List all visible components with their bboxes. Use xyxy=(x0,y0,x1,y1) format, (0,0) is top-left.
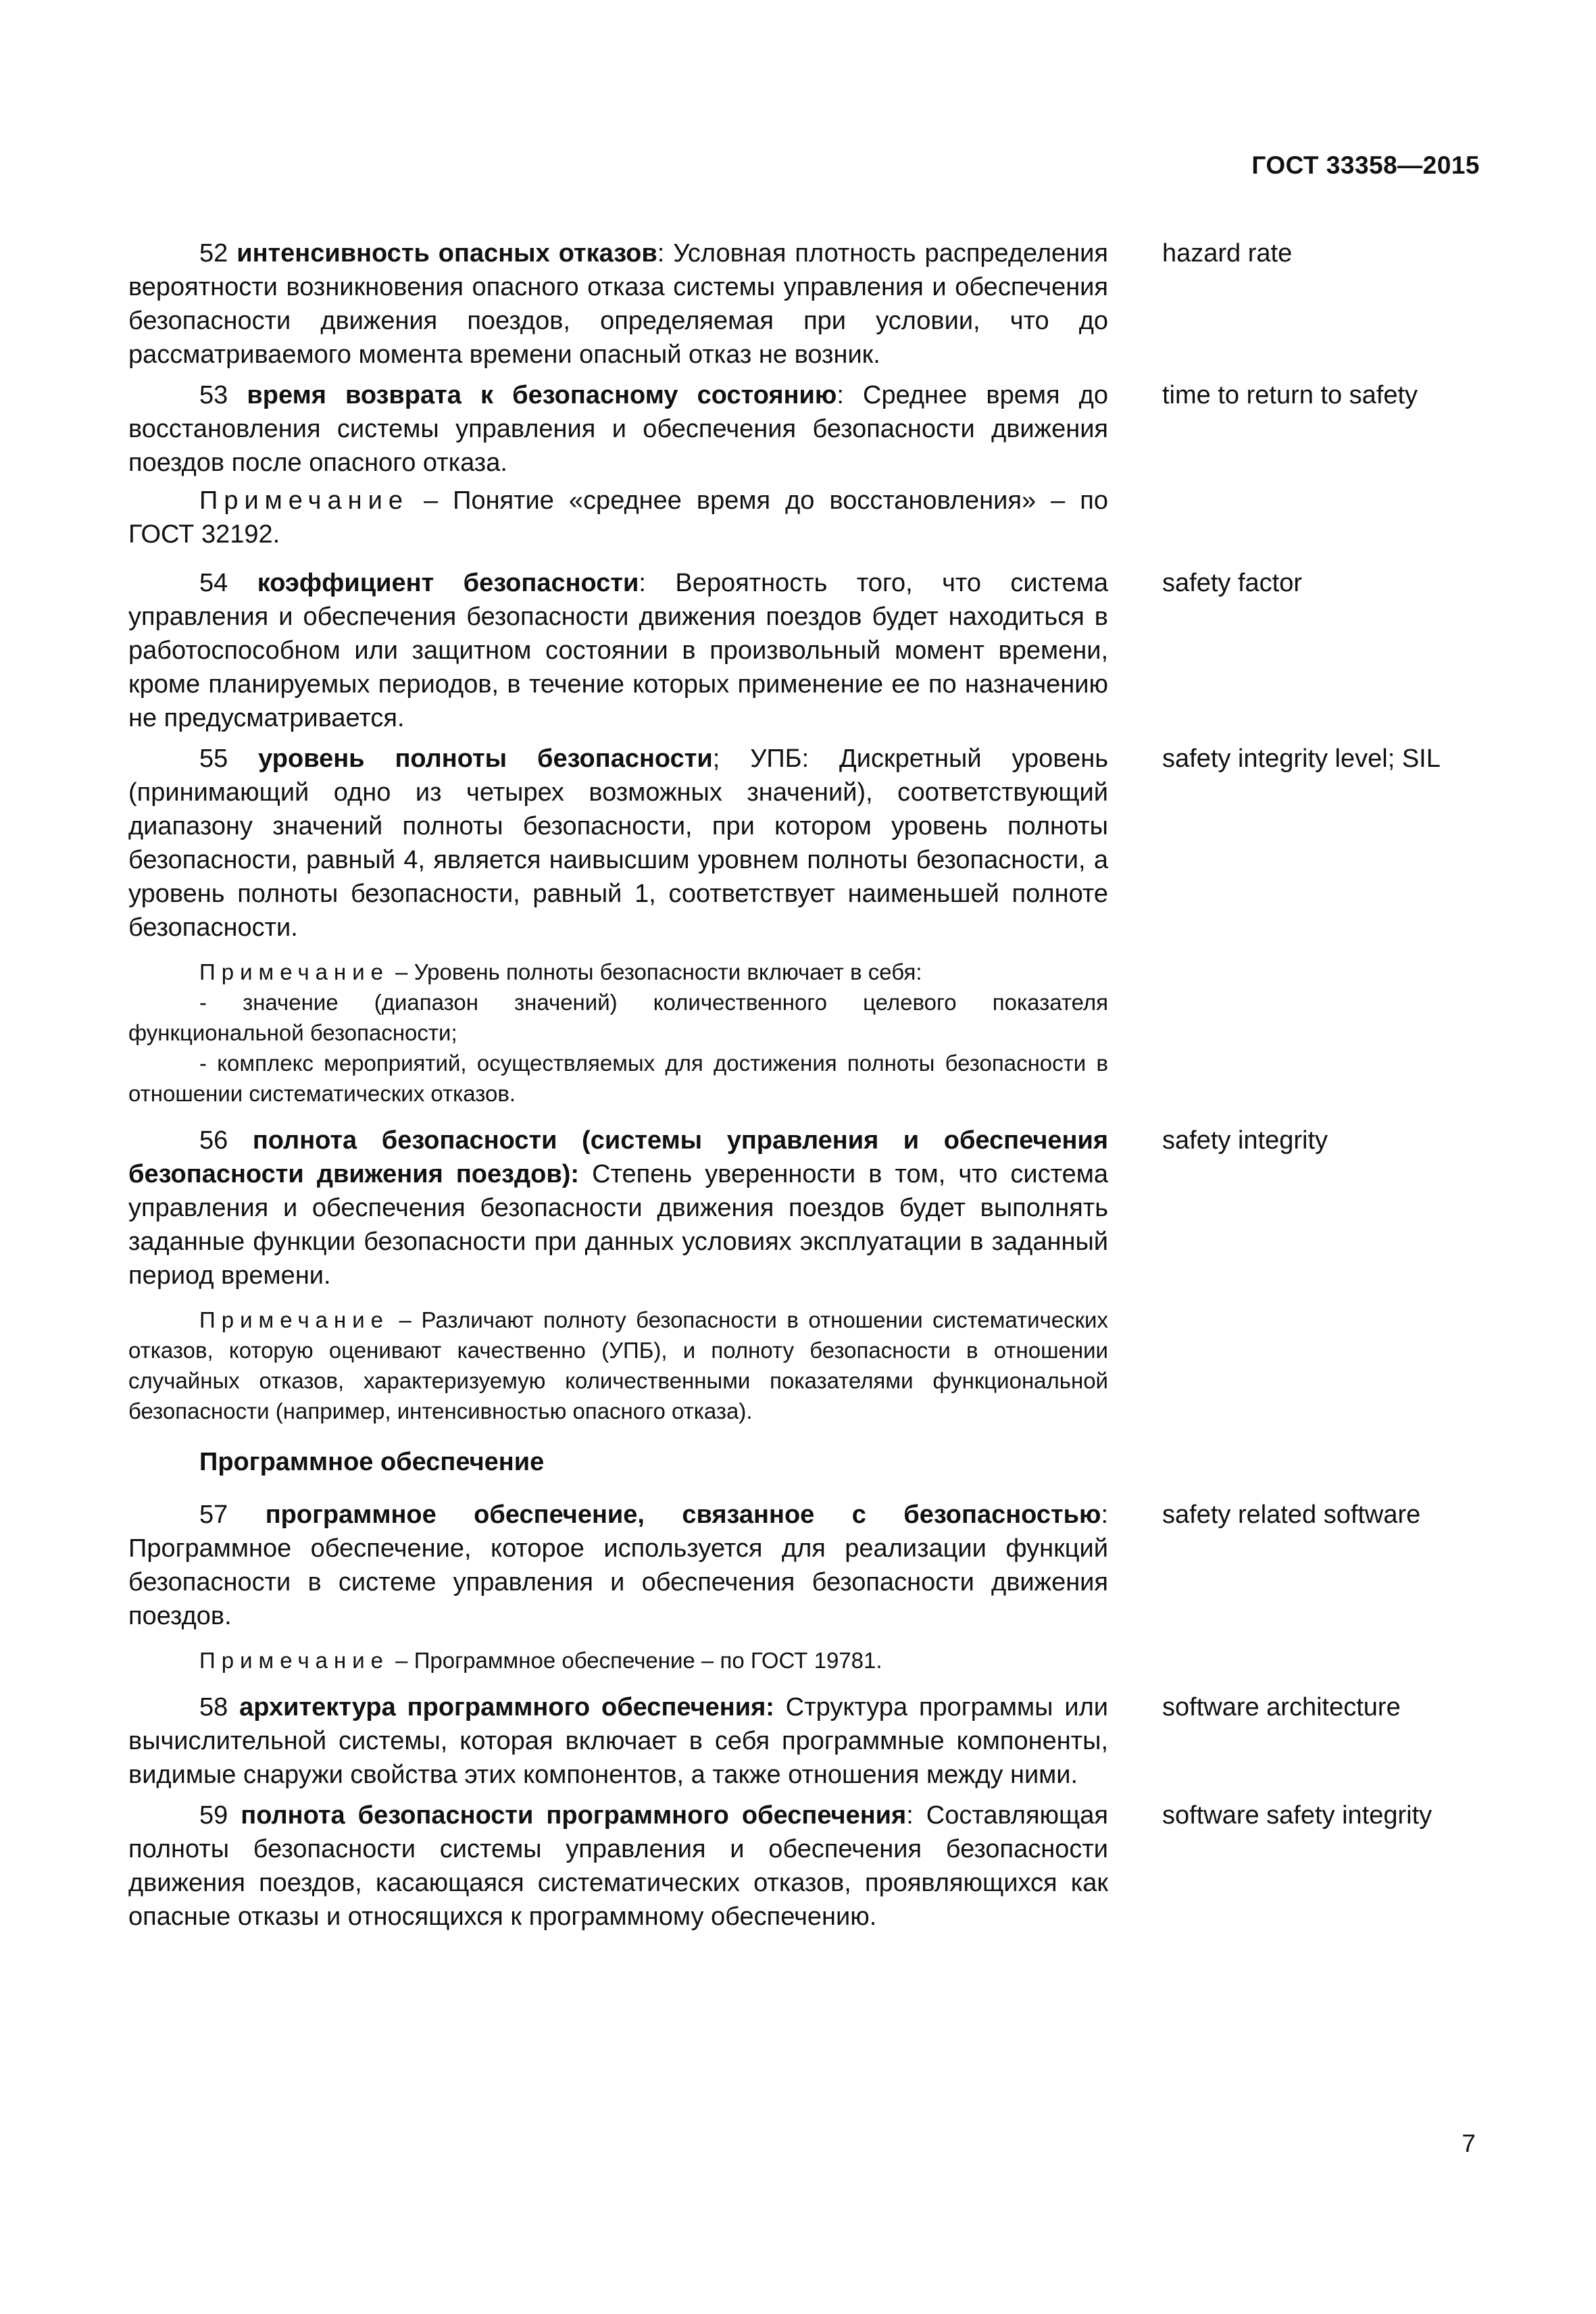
term-name: полнота безопасности программного обеспечения xyxy=(241,1801,907,1830)
section-heading: Программное обеспечение xyxy=(199,1448,545,1476)
term-entry-55 xyxy=(128,742,1480,1109)
note-list-item: - комплекс мероприятий, осуществляемых для достижения полноты безопасности в отношении систематических отказов. xyxy=(128,1051,1108,1106)
page-number: 7 xyxy=(1462,2130,1476,2157)
term-entry-59 xyxy=(128,1799,1480,1934)
term-definition: 54 коэффициент безопасности: Вероятность того, что система управления и обеспечения безопасности движения поездов будет находиться в работоспособном или защитном состоянии в произвольный момент времени, кроме планируемых периодов, в течение которых применение ее по назначению не предусматривается. xyxy=(128,569,1109,732)
terms-list xyxy=(128,236,1480,1940)
term-entry-58 xyxy=(128,1690,1480,1792)
term-entry-57 xyxy=(128,1498,1480,1676)
term-definition: 52 интенсивность опасных отказов: Условная плотность распределения вероятности возникновения опасного отказа системы управления и обеспечения безопасности движения поездов, определяемая при условии, что до рассматриваемого момента времени опасный отказ не возник. xyxy=(128,239,1108,369)
term-note: Примечание – Понятие «среднее время до восстановления» – по ГОСТ 32192. xyxy=(128,486,1108,549)
term-definition: 55 уровень полноты безопасности; УПБ: Дискретный уровень (принимающий одно из четырех возможных значений), соответствующий диапазону значений полноты безопасности, при котором уровень полноты безопасности, равный 4, является наивысшим уровнем полноты безопасности, а уровень полноты безопасности, равный 1, соответствует наименьшей полноте безопасности. xyxy=(128,745,1108,942)
term-note: Примечание – Программное обеспечение – по ГОСТ 19781. xyxy=(199,1648,882,1673)
english-equivalent: hazard rate xyxy=(1162,239,1293,268)
note-list-item: - значение (диапазон значений) количественного целевого показателя функциональной безопасности; xyxy=(128,990,1108,1045)
term-note: Примечание – Различают полноту безопасности в отношении систематических отказов, которую оценивают качественно (УПБ), и полноту безопасности в отношении случайных отказов, характеризуемую количественными показателями функциональной безопасности (например, интенсивностью опасного отказа). xyxy=(128,1307,1108,1424)
term-entry-52 xyxy=(128,236,1480,372)
document-header: ГОСТ 33358—2015 xyxy=(1251,151,1480,179)
english-equivalent: safety integrity xyxy=(1162,1126,1328,1155)
note-label: Примечание xyxy=(199,1307,390,1332)
term-name: время возврата к безопасному состоянию xyxy=(247,381,837,409)
term-name: архитектура программного обеспечения: xyxy=(239,1693,774,1721)
term-entry-53 xyxy=(128,378,1480,551)
english-equivalent: time to return to safety xyxy=(1162,381,1418,409)
note-label: Примечание xyxy=(199,959,390,984)
term-definition: 59 полнота безопасности программного обеспечения: Составляющая полноты безопасности системы управления и обеспечения безопасности движения поездов, касающаяся систематических отказов, проявляющихся как опасные отказы и относящихся к программному обеспечению. xyxy=(128,1801,1108,1931)
term-name: полнота безопасности (системы управления и обеспечения безопасности движения поездов): xyxy=(128,1126,1109,1188)
term-definition: 53 время возврата к безопасному состоянию: Среднее время до восстановления системы управления и обеспечения безопасности движения поездов после опасного отказа. xyxy=(128,381,1108,477)
term-definition: 58 архитектура программного обеспечения: Структура программы или вычислительной системы, которая включает в себя программные компоненты, видимые снаружи свойства этих компонентов, а также отношения между ними. xyxy=(128,1693,1108,1789)
term-definition: 56 полнота безопасности (системы управления и обеспечения безопасности движения поездов): Степень уверенности в том, что система управления и обеспечения безопасности движения поездов будет выполнять заданные функции безопасности при данных условиях эксплуатации в заданный период времени. xyxy=(128,1126,1109,1290)
term-name: программное обеспечение, связанное с безопасностью xyxy=(265,1501,1101,1529)
term-name: интенсивность опасных отказов xyxy=(236,239,657,268)
english-equivalent: software safety integrity xyxy=(1162,1801,1432,1830)
term-entry-56 xyxy=(128,1124,1480,1426)
english-equivalent: software architecture xyxy=(1162,1693,1401,1721)
english-equivalent: safety related software xyxy=(1162,1501,1421,1529)
english-equivalent: safety integrity level; SIL xyxy=(1162,745,1441,773)
note-label: Примечание xyxy=(199,1648,390,1673)
term-definition: 57 программное обеспечение, связанное с безопасностью: Программное обеспечение, которое используется для реализации функций безопасности в системе управления и обеспечения безопасности движения поездов. xyxy=(128,1501,1109,1630)
english-equivalent: safety factor xyxy=(1162,569,1302,597)
term-note: Примечание – Уровень полноты безопасности включает в себя: xyxy=(199,959,922,984)
note-label: Примечание xyxy=(199,486,409,515)
term-name: уровень полноты безопасности xyxy=(258,745,713,773)
term-entry-54 xyxy=(128,566,1480,735)
term-name: коэффициент безопасности xyxy=(257,569,639,597)
